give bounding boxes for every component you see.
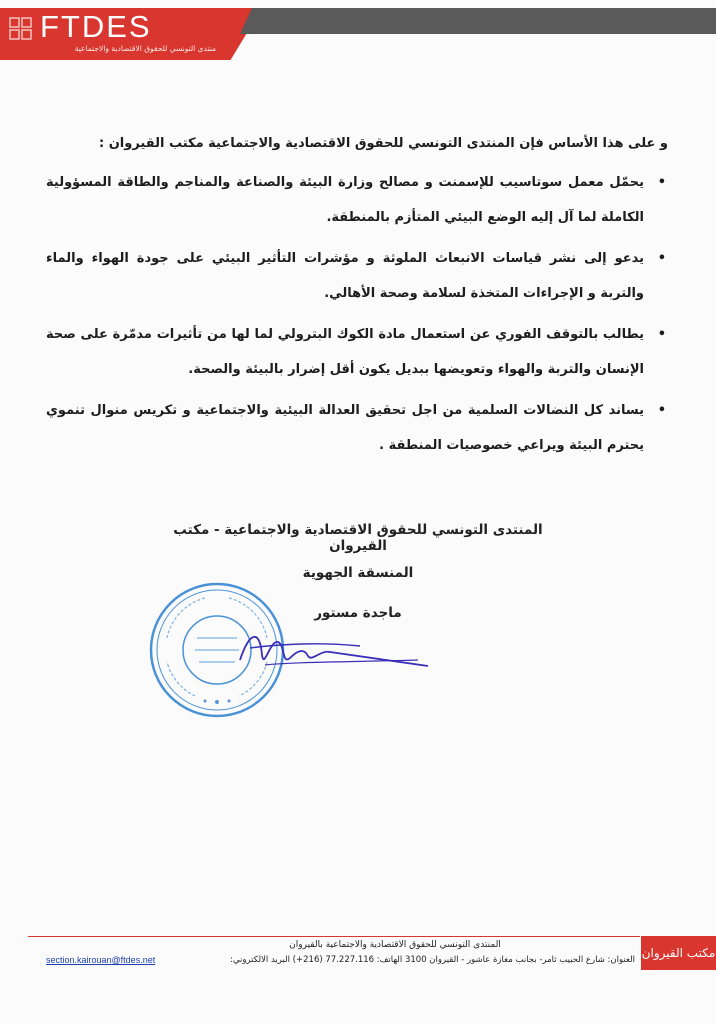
letter-body xyxy=(46,126,668,469)
signature-role: المنسقة الجهوية xyxy=(302,565,414,581)
signature-name: ماجدة مستور xyxy=(314,605,402,621)
bullet-icon: • xyxy=(657,251,666,266)
footer-organization: المنتدى التونسي للحقوق الاقتصادية والاجتماعية بالقيروان xyxy=(289,940,501,950)
list-item xyxy=(46,241,668,311)
logo-subtitle: منتدى التونسي للحقوق الاقتصادية والاجتماعية xyxy=(74,44,216,53)
footer-office-badge: مكتب القيروان xyxy=(641,936,716,970)
list-item-text: يحمّل معمل سوتاسيب للإسمنت و مصالح وزارة البيئة والصناعة والمناجم والطاقة المسؤولية الكاملة لما آل إليه الوضع البيئي المتأزم بالمنطقة. xyxy=(46,175,644,225)
bullet-icon: • xyxy=(657,403,666,418)
footer-email-link[interactable]: section.kairouan@ftdes.net xyxy=(46,955,156,965)
list-item-text: يطالب بالتوقف الفوري عن استعمال مادة الكوك البترولي لما لها من تأثيرات مدمّرة على صحة الإنسان والتربة والهواء وتعويضها ببديل يكون أقل إضرار بالبيئة والصحة. xyxy=(46,327,644,377)
list-item-text: يدعو إلى نشر قياسات الانبعاث الملوثة و مؤشرات التأثير البيئي على جودة الهواء والماء والتربة و الإجراءات المتخذة لسلامة وصحة الأهالي. xyxy=(46,251,644,301)
signature-organization: المنتدى التونسي للحقوق الاقتصادية والاجتماعية - مكتب القيروان xyxy=(173,522,543,554)
header-gray-bar xyxy=(240,8,716,34)
logo-text: FTDES xyxy=(40,9,152,44)
list-item xyxy=(46,317,668,387)
letter-intro: و على هذا الأساس فإن المنتدى التونسي للحقوق الاقتصادية والاجتماعية مكتب القيروان : xyxy=(98,136,668,151)
logo-mark-icon xyxy=(8,16,34,42)
bullet-icon: • xyxy=(657,175,666,190)
bullet-icon: • xyxy=(657,327,666,342)
bullet-list xyxy=(46,165,668,463)
footer-address: العنوان: شارع الحبيب ثامر- بجانب مغازة عاشور - القيروان 3100 الهاتف: 77.227.116 (216+) البريد الالكتروني: xyxy=(230,955,635,965)
list-item xyxy=(46,393,668,463)
footer-divider xyxy=(28,936,640,937)
handwritten-signature xyxy=(190,620,430,680)
list-item xyxy=(46,165,668,235)
list-item-text: يساند كل النضالات السلمية من اجل تحقيق العدالة البيئية والاجتماعية و تكريس منوال تنموي يحترم البيئة ويراعي خصوصيات المنطقة . xyxy=(46,403,644,453)
